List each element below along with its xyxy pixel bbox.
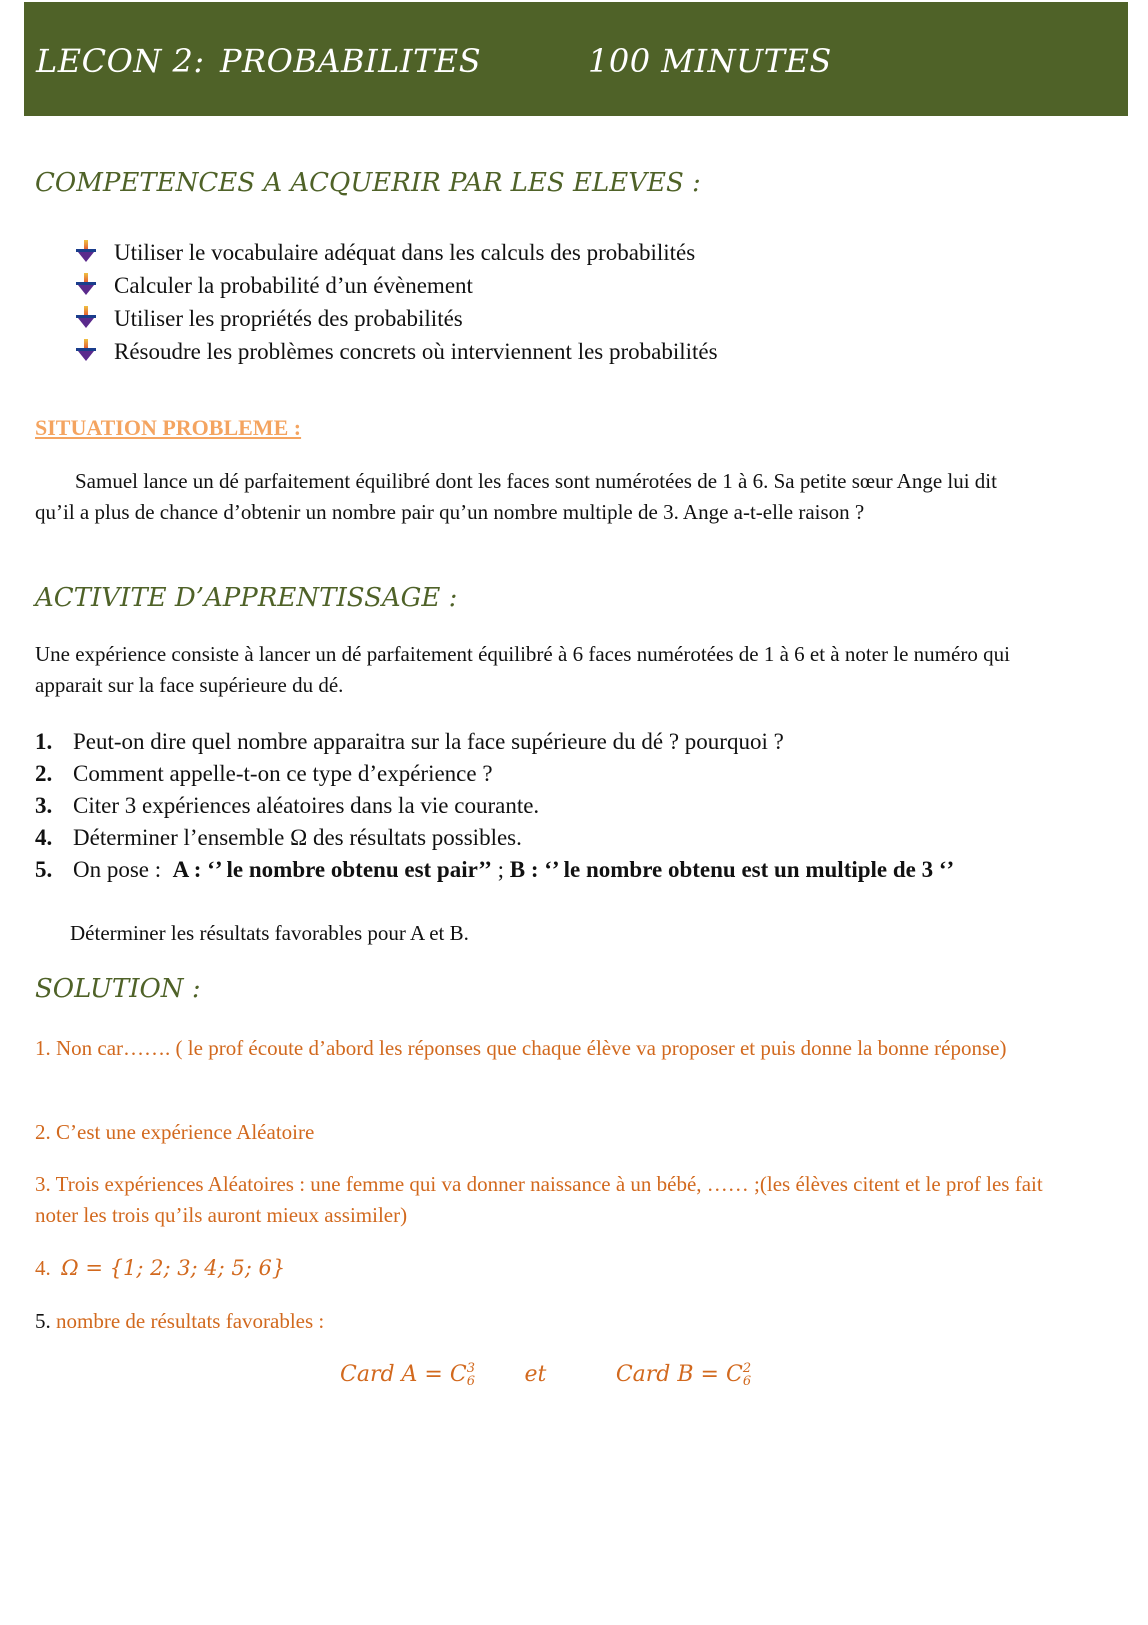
question-number: 1.	[35, 729, 53, 754]
solution-heading: SOLUTION :	[35, 974, 201, 1004]
solution-5	[35, 1306, 1045, 1337]
list-item	[35, 854, 1065, 886]
lesson-title: PROBABILITES	[220, 42, 482, 80]
list-item	[35, 790, 1065, 822]
question-text: Comment appelle-t-on ce type d’expérience ?	[73, 761, 493, 786]
question-text: Peut-on dire quel nombre apparaitra sur la face supérieure du dé ? pourquoi ?	[73, 729, 784, 754]
arrow-bullet-icon	[74, 273, 98, 299]
question-number: 5.	[35, 857, 53, 882]
competence-text: Utiliser les propriétés des probabilités	[114, 305, 463, 331]
situation-text: Samuel lance un dé parfaitement équilibré dont les faces sont numérotées de 1 à 6. Sa petite sœur Ange lui dit qu’il a plus de chance d’obtenir un nombre pair qu’un nombre multiple de 3. Ange a-t-elle raison ?	[35, 469, 997, 524]
competences-list	[74, 236, 718, 368]
competences-heading: COMPETENCES A ACQUERIR PAR LES ELEVES :	[35, 168, 701, 198]
question-number: 4.	[35, 825, 53, 850]
activite-closing: Déterminer les résultats favorables pour A et B.	[70, 921, 469, 945]
questions-list	[35, 726, 1065, 886]
list-item	[74, 236, 718, 269]
event-separator: ;	[497, 857, 504, 882]
solution-5-number: 5.	[35, 1309, 51, 1333]
activite-heading: ACTIVITE D’APPRENTISSAGE :	[35, 583, 458, 613]
list-item	[74, 269, 718, 302]
list-item	[35, 726, 1065, 758]
arrow-bullet-icon	[74, 240, 98, 266]
solution-4	[35, 1253, 1045, 1284]
solution-3: 3. Trois expériences Aléatoires : une femme qui va donner naissance à un bébé, …… ;(les élèves citent et le prof les fait noter les trois qu’ils auront mieux assimiler)	[35, 1172, 1043, 1227]
arrow-bullet-icon	[74, 306, 98, 332]
omega-set: Ω = {1; 2; 3; 4; 5; 6}	[61, 1256, 286, 1280]
event-b: B : ‘’ le nombre obtenu est un multiple de 3 ‘’	[509, 857, 955, 882]
list-item	[74, 302, 718, 335]
question-number: 2.	[35, 761, 53, 786]
list-item	[74, 335, 718, 368]
et-label: et	[524, 1362, 547, 1387]
activite-intro: Une expérience consiste à lancer un dé parfaitement équilibré à 6 faces numérotées de 1 à 6 et à noter le numéro qui apparait sur la face supérieure du dé.	[35, 642, 1010, 697]
solution-4-number: 4.	[35, 1256, 51, 1280]
card-formulas	[340, 1358, 800, 1390]
list-item	[35, 758, 1065, 790]
competence-text: Utiliser le vocabulaire adéquat dans les calculs des probabilités	[114, 239, 696, 265]
list-item	[35, 822, 1065, 854]
question-5-prefix: On pose :	[73, 857, 162, 882]
card-b-formula: Card B = C 2 6	[615, 1361, 752, 1389]
competence-text: Résoudre les problèmes concrets où interviennent les probabilités	[114, 338, 718, 364]
question-number: 3.	[35, 793, 53, 818]
solution-5-text: nombre de résultats favorables :	[56, 1309, 325, 1333]
card-a-formula: Card A = C 3 6	[340, 1361, 475, 1389]
question-text: Citer 3 expériences aléatoires dans la vie courante.	[73, 793, 540, 818]
solution-1: 1. Non car……. ( le prof écoute d’abord les réponses que chaque élève va proposer et puis donne la bonne réponse)	[35, 1036, 1007, 1060]
lesson-banner	[24, 2, 1128, 116]
lesson-number: LECON 2:	[36, 42, 205, 80]
event-a: A : ‘’ le nombre obtenu est pair’’	[172, 857, 492, 882]
lesson-duration: 100 MINUTES	[588, 42, 832, 80]
situation-heading: SITUATION PROBLEME :	[35, 415, 302, 440]
solution-2: 2. C’est une expérience Aléatoire	[35, 1120, 315, 1144]
competence-text: Calculer la probabilité d’un évènement	[114, 272, 473, 298]
arrow-bullet-icon	[74, 339, 98, 365]
question-text: Déterminer l’ensemble Ω des résultats possibles.	[73, 825, 522, 850]
